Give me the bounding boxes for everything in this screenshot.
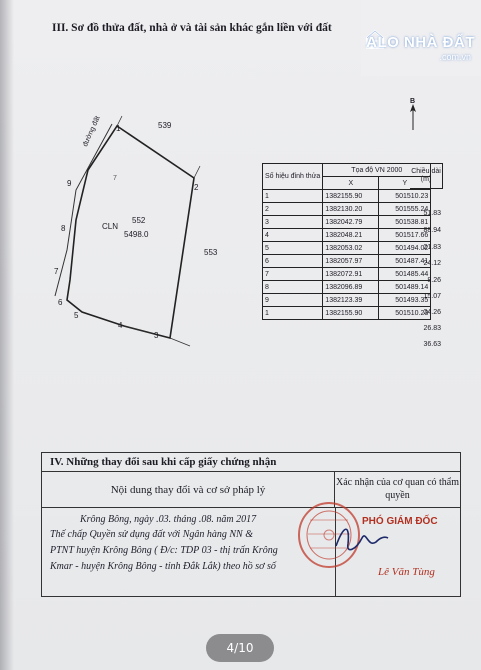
table-header-x: X xyxy=(323,177,379,190)
point-label-5: 5 xyxy=(74,311,79,320)
distance-value: 36.63 xyxy=(423,341,441,348)
distance-value: 51.83 xyxy=(423,210,441,217)
table-header-distance: Chiều dài (m) xyxy=(410,163,443,189)
entry-line-2: Thế chấp Quyền sử dụng đất với Ngân hàng NN & xyxy=(50,529,254,540)
table-row: 8 1382096.89 501489.14 xyxy=(263,281,431,294)
parcel-area: 5498.0 xyxy=(124,230,149,239)
distance-value: 24.12 xyxy=(423,260,441,267)
watermark xyxy=(361,0,481,76)
land-use-code: CLN xyxy=(102,222,119,231)
section-4-title: IV. Những thay đổi sau khi cấp giấy chứng nhận xyxy=(42,453,460,472)
point-label-2: 2 xyxy=(194,183,199,192)
table-row: 1 1382155.90 501510.23 xyxy=(263,307,431,320)
road-label: đường đất xyxy=(82,115,102,148)
entry-date-line: Krông Bông, ngày .03. tháng .08. năm 2017 xyxy=(80,514,257,525)
point-label-9: 9 xyxy=(67,179,72,188)
north-label: B xyxy=(410,98,416,105)
entry-line-4: Kmar - huyện Krông Bông - tỉnh Đắk Lắk) theo hồ sơ số xyxy=(50,561,276,572)
neighbor-parcel-top: 539 xyxy=(158,121,172,130)
page-indicator: 4/10 xyxy=(206,634,274,662)
section-3-title: III. Sơ đồ thửa đất, nhà ở và tài sản khác gắn liền với đất xyxy=(52,22,332,34)
page-edge-shadow xyxy=(0,0,14,670)
signer-title: PHÓ GIÁM ĐỐC xyxy=(362,516,438,527)
table-row: 3 1382042.79 501538.81 xyxy=(263,216,431,229)
point-label-7: 7 xyxy=(54,267,59,276)
point-label-4: 4 xyxy=(118,321,123,330)
point-label-8: 8 xyxy=(61,224,66,233)
table-header-y: Y xyxy=(379,177,431,190)
distance-value: 21.83 xyxy=(423,244,441,251)
table-header-point: Số hiệu đỉnh thửa xyxy=(263,164,323,190)
distance-value: 8.26 xyxy=(427,277,441,284)
distance-value: 88.94 xyxy=(423,227,441,234)
point-label-1: 1 xyxy=(116,124,121,133)
distance-value: 26.83 xyxy=(423,325,441,332)
distance-value: 24.26 xyxy=(423,309,441,316)
table-row: 1 1382155.90 501510.23 xyxy=(263,190,431,203)
section-4-header-confirm: Xác nhận của cơ quan có thẩm quyền xyxy=(335,472,460,508)
table-row: 2 1382130.20 501555.24 xyxy=(263,203,431,216)
table-row: 6 1382057.97 501487.41 xyxy=(263,255,431,268)
entry-line-3: PTNT huyện Krông Bông ( Đ/c: TDP 03 - thị trấn Krông xyxy=(50,545,278,556)
coordinate-table xyxy=(262,163,431,320)
table-row: 5 1382053.02 501494.02 xyxy=(263,242,431,255)
point-label-6: 6 xyxy=(58,298,63,307)
distance-value: 15.07 xyxy=(423,293,441,300)
watermark-brand: ALO NHÀ ĐẤT xyxy=(366,34,475,51)
table-row: 7 1382072.91 501485.44 xyxy=(263,268,431,281)
signer-name: Lê Văn Tùng xyxy=(378,566,435,578)
neighbor-parcel-right: 553 xyxy=(204,248,218,257)
table-row: 4 1382048.21 501517.66 xyxy=(263,229,431,242)
north-arrow-icon xyxy=(405,102,421,132)
watermark-site: .com.vn xyxy=(439,52,471,62)
table-header-coord-group: Tọa độ VN 2000 xyxy=(323,164,431,177)
distance-column xyxy=(410,163,443,348)
parcel-number: 552 xyxy=(132,216,146,225)
point-label-3: 3 xyxy=(154,331,159,340)
table-row: 9 1382123.39 501493.35 xyxy=(263,294,431,307)
section-4-header-content: Nội dung thay đổi và cơ sở pháp lý xyxy=(42,472,335,508)
svg-text:7: 7 xyxy=(113,175,117,182)
